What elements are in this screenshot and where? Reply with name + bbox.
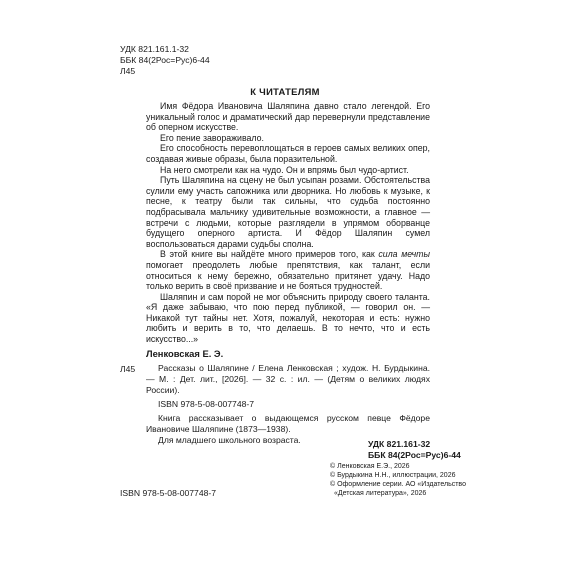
catalog-author-code: Л45 <box>120 364 136 374</box>
paragraph: Шаляпин и сам порой не мог объяснить природу своего таланта. «Я даже забываю, что пою перед публикой, — говорил он. — Никакой тут тайны нет. Хотя, пожалуй, некоторая и есть: нужно любить и верить в то, что делаешь. В то нечто, что и есть искусство...» <box>146 291 430 345</box>
paragraph: Имя Фёдора Ивановича Шаляпина давно стало легендой. Его уникальный голос и драматический дар перевернули представление об оперном искусстве. <box>146 101 430 133</box>
paragraph-part: помогает преодолеть любые препятствия, как талант, если относиться к нему бережно, обязательно притянет удачу. Надо только верить в своё призвание и не бояться трудностей. <box>146 259 430 292</box>
isbn-bottom: ISBN 978-5-08-007748-7 <box>120 488 217 498</box>
paragraph: Путь Шаляпина на сцену не был усыпан розами. Обстоятельства сулили ему участь сапожника или дворника. Но любовь к музыке, к песне, к театру были так сильны, что судьба постоянно подбрасывала мальчику удивительные возможности, а главное — встречи с людьми, которые разглядели в упрямом оборванце будущего оперного артиста. И Фёдор Шаляпин сумел воспользоваться дарами судьбы сполна. <box>146 175 430 249</box>
classification-codes-right <box>368 439 461 461</box>
italic-phrase: сила мечты <box>378 249 430 260</box>
catalog-author: Ленковская Е. Э. <box>146 348 224 359</box>
copyright-line: «Детская литература», 2026 <box>334 490 427 497</box>
bbk-code: ББК 84(2Рос=Рус)6-44 <box>120 55 210 65</box>
copyright-line: © Оформление серии. АО «Издательство <box>330 481 466 488</box>
catalog-isbn: ISBN 978-5-08-007748-7 <box>158 399 255 409</box>
copyright-line: © Бурдыкина Н.Н., иллюстрации, 2026 <box>330 472 456 479</box>
foreword-text <box>146 101 430 345</box>
classification-codes-top <box>120 44 210 77</box>
udk-code: УДК 821.161-32 <box>368 439 431 449</box>
paragraph: На него смотрели как на чудо. Он и впрямь был чудо-артист. <box>160 164 409 175</box>
paragraph-dream <box>146 249 430 291</box>
catalog-annotation: Книга рассказывает о выдающемся русском певце Фёдоре Ивановиче Шаляпине (1873—1938). <box>146 413 430 434</box>
paragraph-part: В этой книге вы найдёте много примеров того, как <box>160 249 379 260</box>
udk-code: УДК 821.161.1-32 <box>120 44 189 54</box>
bbk-code: ББК 84(2Рос=Рус)6-44 <box>368 450 461 460</box>
paragraph: Его способность перевоплощаться в героев самых великих опер, создавая живые образы, была поразительной. <box>146 143 430 164</box>
catalog-record <box>146 363 430 446</box>
copyright-block <box>330 462 466 498</box>
author-code: Л45 <box>120 66 136 76</box>
section-title: К ЧИТАТЕЛЯМ <box>250 86 320 97</box>
catalog-description: Рассказы о Шаляпине / Елена Ленковская ; худож. Н. Бурдыкина. — М. : Дет. лит., [2026]. — 32 с. : ил. — (Детям о великих людях России). <box>146 363 430 395</box>
paragraph: Его пение завораживало. <box>160 132 264 143</box>
copyright-line: © Ленковская Е.Э., 2026 <box>330 463 410 470</box>
catalog-audience: Для младшего школьного возраста. <box>158 435 301 445</box>
